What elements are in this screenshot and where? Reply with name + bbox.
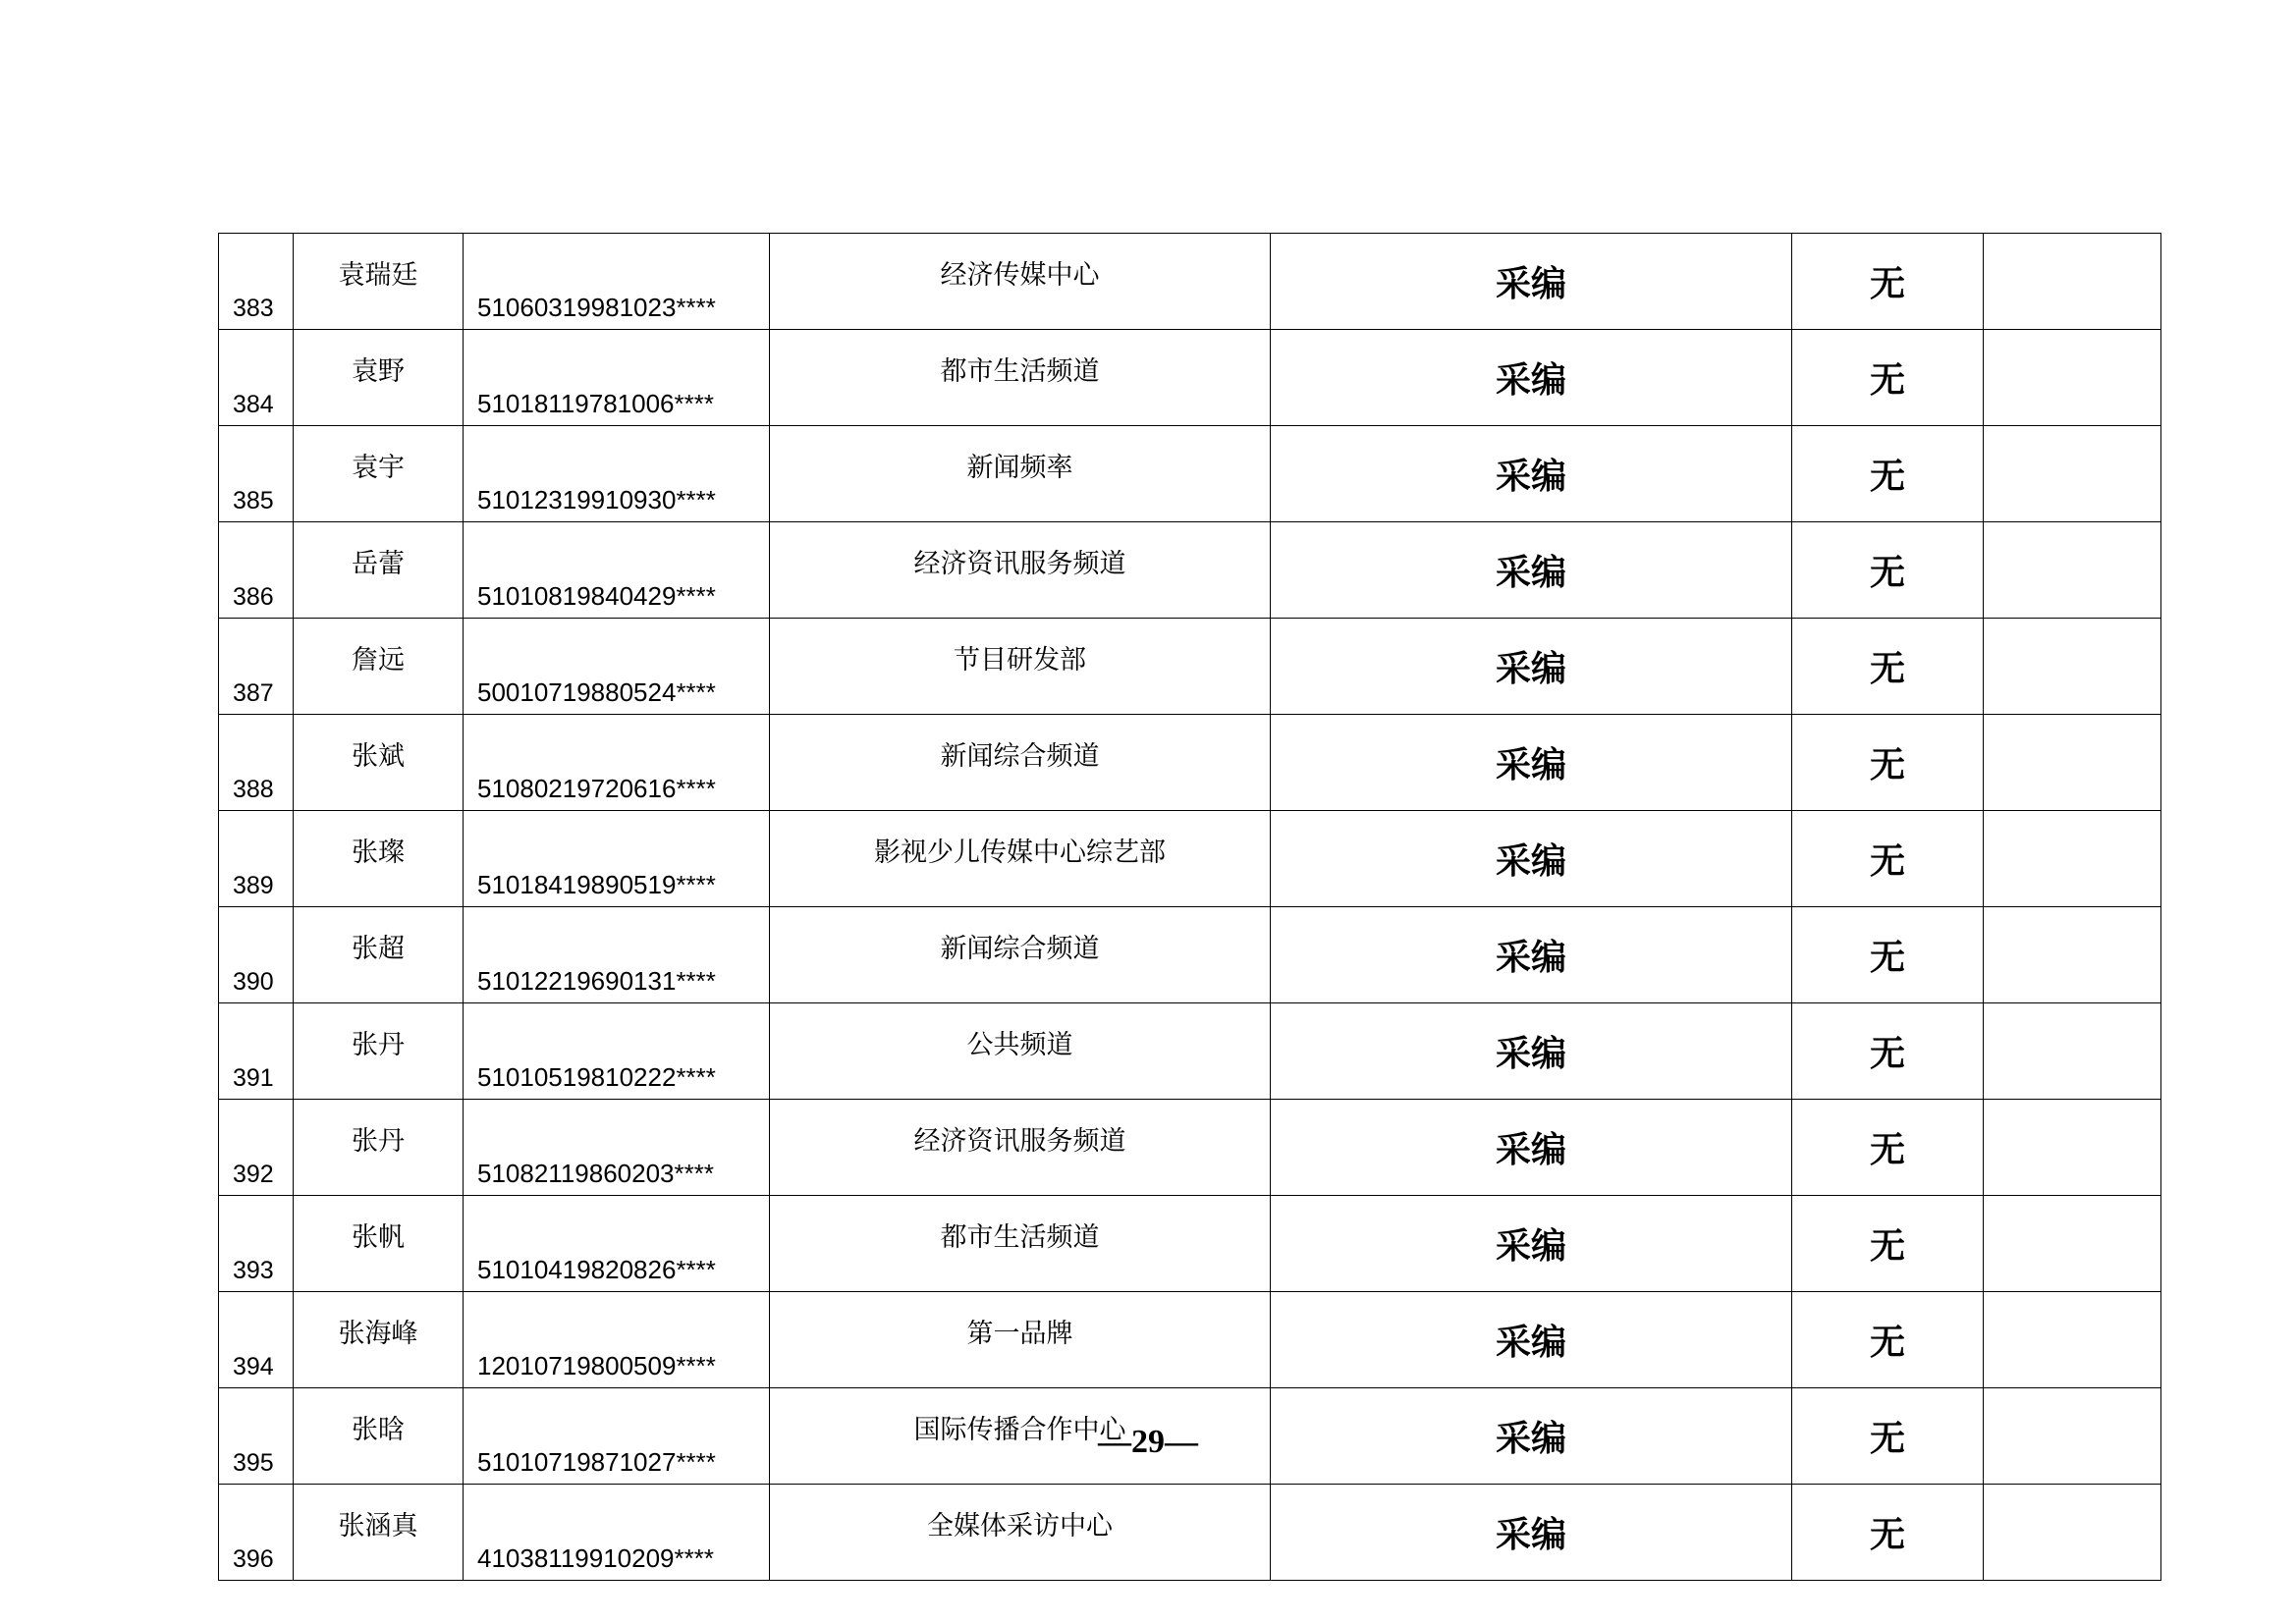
person-name-cell: 张璨 [294,811,464,907]
person-name-cell: 张丹 [294,1003,464,1100]
table-row [219,907,2161,1003]
row-number-cell: 393 [219,1196,294,1292]
row-number-cell: 387 [219,619,294,715]
row-number-cell: 386 [219,522,294,619]
job-type-cell: 采编 [1271,1292,1792,1388]
person-name-cell: 张丹 [294,1100,464,1196]
id-number-cell: 51010419820826**** [464,1196,770,1292]
table-row [219,330,2161,426]
job-type-cell: 采编 [1271,234,1792,330]
row-number-cell: 389 [219,811,294,907]
department-cell: 新闻综合频道 [770,715,1271,811]
table-row [219,1100,2161,1196]
id-number-cell: 51010819840429**** [464,522,770,619]
job-type-cell: 采编 [1271,1388,1792,1485]
department-cell: 经济资讯服务频道 [770,1100,1271,1196]
job-type-cell: 采编 [1271,715,1792,811]
department-cell: 第一品牌 [770,1292,1271,1388]
id-number-cell: 51010719871027**** [464,1388,770,1485]
job-type-cell: 采编 [1271,811,1792,907]
row-number-cell: 385 [219,426,294,522]
table-row [219,426,2161,522]
remark-cell [1984,1292,2161,1388]
status-value-cell: 无 [1792,522,1984,619]
job-type-cell: 采编 [1271,907,1792,1003]
status-value-cell: 无 [1792,1388,1984,1485]
id-number-cell: 51010519810222**** [464,1003,770,1100]
id-number-cell: 51018419890519**** [464,811,770,907]
job-type-cell: 采编 [1271,1003,1792,1100]
job-type-cell: 采编 [1271,522,1792,619]
remark-cell [1984,234,2161,330]
person-name-cell: 张海峰 [294,1292,464,1388]
person-name-cell: 张超 [294,907,464,1003]
status-value-cell: 无 [1792,907,1984,1003]
page-number: —29— [1098,1424,1198,1460]
person-name-cell: 张涵真 [294,1485,464,1581]
row-number-cell: 388 [219,715,294,811]
status-value-cell: 无 [1792,1292,1984,1388]
row-number-cell: 394 [219,1292,294,1388]
department-cell: 影视少儿传媒中心综艺部 [770,811,1271,907]
person-name-cell: 岳蕾 [294,522,464,619]
department-cell: 新闻综合频道 [770,907,1271,1003]
person-name-cell: 詹远 [294,619,464,715]
remark-cell [1984,715,2161,811]
id-number-cell: 51012219690131**** [464,907,770,1003]
department-cell: 都市生活频道 [770,1196,1271,1292]
roster-body [219,234,2161,1581]
table-row [219,811,2161,907]
person-name-cell: 袁瑞廷 [294,234,464,330]
row-number-cell: 390 [219,907,294,1003]
id-number-cell: 50010719880524**** [464,619,770,715]
table-row [219,1485,2161,1581]
roster-table [218,233,2161,1581]
remark-cell [1984,907,2161,1003]
row-number-cell: 384 [219,330,294,426]
job-type-cell: 采编 [1271,426,1792,522]
id-number-cell: 51018119781006**** [464,330,770,426]
remark-cell [1984,619,2161,715]
department-cell: 全媒体采访中心 [770,1485,1271,1581]
status-value-cell: 无 [1792,426,1984,522]
row-number-cell: 395 [219,1388,294,1485]
person-name-cell: 袁野 [294,330,464,426]
row-number-cell: 396 [219,1485,294,1581]
person-name-cell: 张晗 [294,1388,464,1485]
table-row [219,619,2161,715]
table-row [219,1196,2161,1292]
table-row [219,715,2161,811]
status-value-cell: 无 [1792,1100,1984,1196]
department-cell: 经济资讯服务频道 [770,522,1271,619]
job-type-cell: 采编 [1271,1100,1792,1196]
person-name-cell: 袁宇 [294,426,464,522]
job-type-cell: 采编 [1271,1196,1792,1292]
department-cell: 经济传媒中心 [770,234,1271,330]
remark-cell [1984,330,2161,426]
table-row [219,1292,2161,1388]
table-row [219,522,2161,619]
id-number-cell: 51082119860203**** [464,1100,770,1196]
remark-cell [1984,1003,2161,1100]
remark-cell [1984,1485,2161,1581]
id-number-cell: 12010719800509**** [464,1292,770,1388]
status-value-cell: 无 [1792,1196,1984,1292]
department-cell: 新闻频率 [770,426,1271,522]
job-type-cell: 采编 [1271,330,1792,426]
remark-cell [1984,811,2161,907]
row-number-cell: 392 [219,1100,294,1196]
status-value-cell: 无 [1792,234,1984,330]
remark-cell [1984,1196,2161,1292]
job-type-cell: 采编 [1271,619,1792,715]
status-value-cell: 无 [1792,1485,1984,1581]
remark-cell [1984,426,2161,522]
status-value-cell: 无 [1792,715,1984,811]
job-type-cell: 采编 [1271,1485,1792,1581]
row-number-cell: 383 [219,234,294,330]
person-name-cell: 张斌 [294,715,464,811]
table-row [219,1003,2161,1100]
id-number-cell: 51080219720616**** [464,715,770,811]
remark-cell [1984,1100,2161,1196]
id-number-cell: 51060319981023**** [464,234,770,330]
status-value-cell: 无 [1792,619,1984,715]
status-value-cell: 无 [1792,330,1984,426]
department-cell: 都市生活频道 [770,330,1271,426]
table-row [219,234,2161,330]
department-cell: 国际传播合作中心 [770,1388,1271,1485]
row-number-cell: 391 [219,1003,294,1100]
id-number-cell: 41038119910209**** [464,1485,770,1581]
status-value-cell: 无 [1792,1003,1984,1100]
id-number-cell: 51012319910930**** [464,426,770,522]
status-value-cell: 无 [1792,811,1984,907]
department-cell: 公共频道 [770,1003,1271,1100]
remark-cell [1984,522,2161,619]
person-name-cell: 张帆 [294,1196,464,1292]
department-cell: 节目研发部 [770,619,1271,715]
